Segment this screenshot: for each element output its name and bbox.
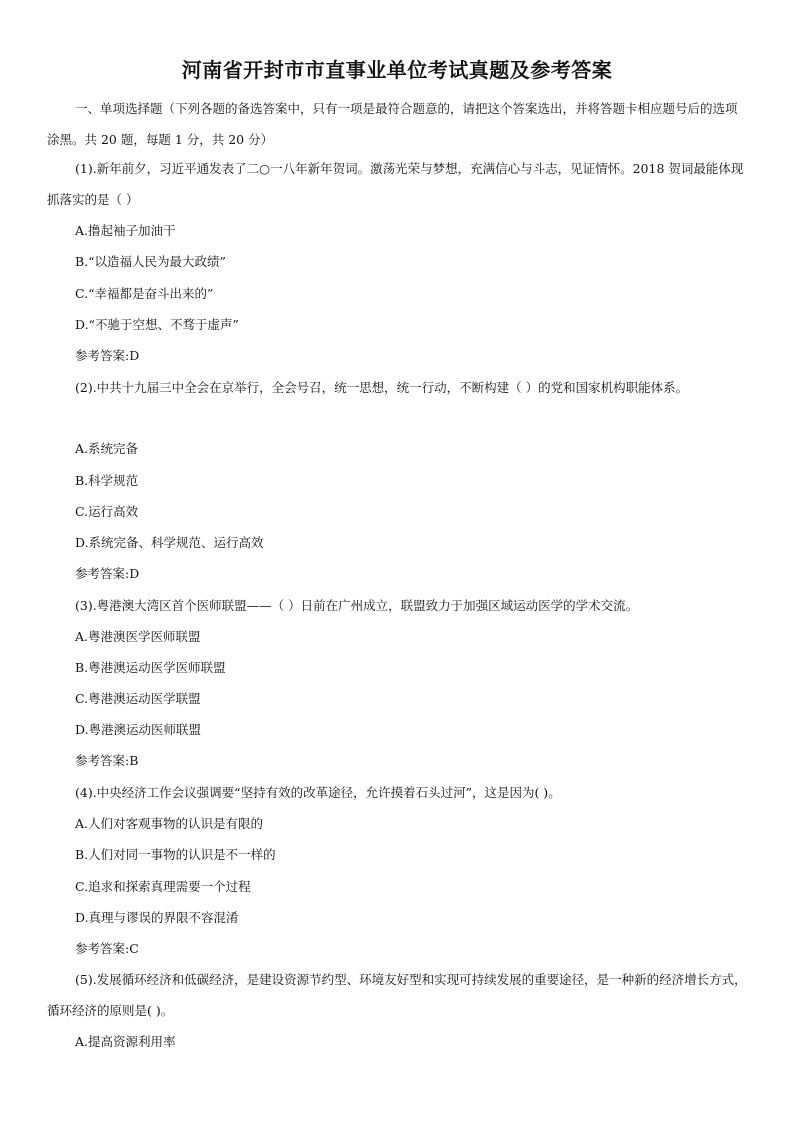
question-2-option-b: B.科学规范 <box>75 473 139 488</box>
question-1-stem: (1).新年前夕，习近平通发表了二○一八年新年贺词。激荡光荣与梦想，充满信心与斗志，见证情怀。2018 贺词最能体现抓落实的是（ ） <box>47 161 744 207</box>
question-2-option-d: D.系统完备、科学规范、运行高效 <box>75 535 264 550</box>
question-2-answer: 参考答案:D <box>75 566 140 581</box>
question-3-option-b: B.粤港澳运动医学医师联盟 <box>75 660 226 675</box>
question-3-stem: (3).粤港澳大湾区首个医师联盟——（ ）日前在广州成立，联盟致力于加强区域运动医学的学术交流。 <box>75 598 639 613</box>
section-intro: 一、单项选择题（下列各题的备选答案中，只有一项是最符合题意的，请把这个答案选出，并将答题卡相应题号后的选项涂黑。共 20 题，每题 1 分，共 20 分） <box>47 101 738 147</box>
question-2-option-c: C.运行高效 <box>75 504 139 519</box>
question-4-answer: 参考答案:C <box>75 941 139 956</box>
question-2-stem: (2).中共十九届三中全会在京举行，全会号召，统一思想，统一行动，不断构建（ ）的党和国家机构职能体系。 <box>75 380 689 395</box>
question-4-option-d: D.真理与谬误的界限不容混淆 <box>75 910 239 925</box>
question-3-option-a: A.粤港澳医学医师联盟 <box>75 629 201 644</box>
question-4-option-c: C.追求和探索真理需要一个过程 <box>75 879 251 894</box>
question-3-option-c: C.粤港澳运动医学联盟 <box>75 691 201 706</box>
question-3-answer: 参考答案:B <box>75 753 139 768</box>
question-4-option-b: B.人们对同一事物的认识是不一样的 <box>75 847 276 862</box>
question-5-option-a: A.提高资源利用率 <box>75 1034 176 1049</box>
question-4-option-a: A.人们对客观事物的认识是有限的 <box>75 816 264 831</box>
question-1-option-d: D.“不驰于空想、不骛于虚声” <box>75 317 239 332</box>
question-5-stem: (5).发展循环经济和低碳经济，是建设资源节约型、环境友好型和实现可持续发展的重要途径，是一种新的经济增长方式，循环经济的原则是( )。 <box>47 972 747 1018</box>
question-1-option-a: A.撸起袖子加油干 <box>75 223 176 238</box>
question-1-answer: 参考答案:D <box>75 348 140 363</box>
question-1-option-c: C.“幸福都是奋斗出来的” <box>75 286 214 301</box>
document-title: 河南省开封市市直事业单位考试真题及参考答案 <box>181 58 613 82</box>
question-4-stem: (4).中央经济工作会议强调要“坚持有效的改革途径，允许摸着石头过河”，这是因为( )。 <box>75 785 561 800</box>
question-3-option-d: D.粤港澳运动医师联盟 <box>75 722 202 737</box>
question-2-option-a: A.系统完备 <box>75 441 139 456</box>
question-1-option-b: B.“以造福人民为最大政绩” <box>75 254 226 269</box>
